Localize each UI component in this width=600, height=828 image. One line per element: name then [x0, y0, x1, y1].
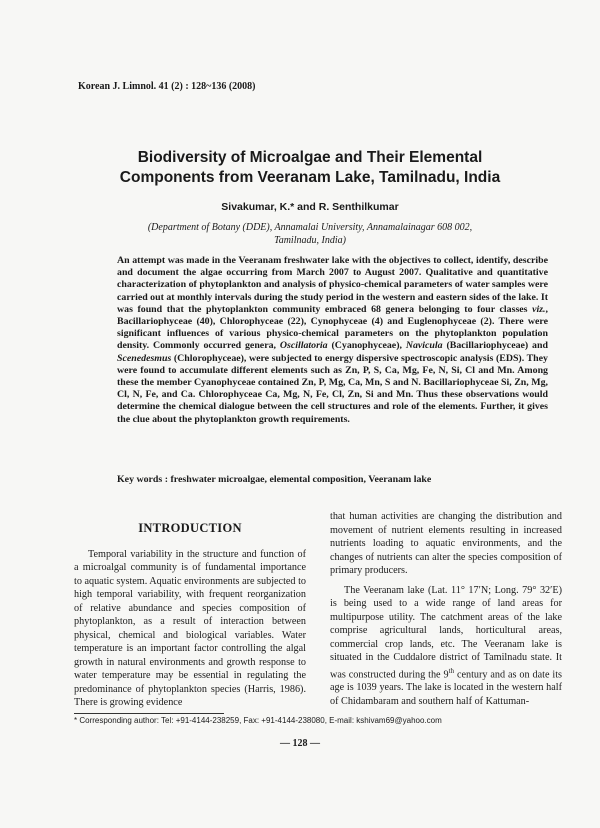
page-number: — 128 — [280, 738, 320, 749]
intro-paragraph-2-a: The Veeranam lake (Lat. 11° 17′N; Long. 79° 32′E) is being used to a wide range of land areas for multipurpose utility. The catchment areas of the lake comprise agricultural lands, horticultural areas, commercial crop lands, etc. The Veeranam lake is situated in the Cuddalore district of Tamilnadu state. It was constructed during the 9 [330, 584, 562, 680]
introduction-heading: INTRODUCTION [138, 521, 242, 535]
abstract-text-2: , Bacillariophyceae (40), Chlorophyceae (22), Cynophyceae (4) and Euglenophyceae (2). There were significant influences of various physico-chemical parameters on the phytoplankton population density. Commonly occurred genera, [117, 303, 548, 352]
abstract-text-1: An attempt was made in the Veeranam freshwater lake with the objectives to collect, identify, describe and document the algae occurring from March 2007 to August 2007. Qualitative and quantitative characterization of phytoplankton and analysis of physico-chemical parameters of water samples were carried out at monthly intervals during the study period in the western and eastern sides of the lake. It was found that the phytoplankton community embraced 68 genera belonging to four classes [117, 255, 548, 315]
abstract-text-5: (Chlorophyceae), were subjected to energy dispersive spectroscopic analysis (EDS). They were found to accumulate different elements such as Zn, P, S, Ca, Mg, Fe, N, Si, Cl and Mn. Among these the member Cyanophyceae contained Zn, P, Mg, Ca, Mn, S and N. Bacillariophyceae Si, Zn, Mg, Cl, N, Fe, and Ca. Chlorophyceae Ca, Mg, N, Fe, Cl, Zn, Si and Mn. Thus these observations would determine the chemical dialogue between the cell structures and role of the elements. Further, it gives the clue about the phytoplankton growth requirements. [117, 352, 548, 425]
title-line-1: Biodiversity of Microalgae and Their Elemental [137, 149, 483, 166]
intro-paragraph-2 [330, 584, 562, 709]
abstract [117, 255, 548, 426]
abstract-viz: viz. [532, 303, 546, 315]
genus-navicula: Navicula [405, 340, 443, 352]
abstract-text-3: (Cyanophyceae), [327, 340, 406, 352]
superscript-th: th [448, 666, 455, 675]
authors: Sivakumar, K.* and R. Senthilkumar [221, 201, 399, 213]
paper-title [90, 148, 530, 188]
footnote-divider [74, 713, 224, 714]
right-column [330, 510, 562, 708]
corresponding-author-footnote: * Corresponding author: Tel: +91-4144-238259, Fax: +91-4144-238080, E-mail: kshivam69@yahoo.com [74, 716, 442, 725]
intro-paragraph-1: Temporal variability in the structure and function of a microalgal community is of fundamental importance to aquatic system. Aquatic environments are subjected to high temporal variability, with frequent reorganization of relative abundance and species composition of phytoplankton, as a result of interaction between physical, chemical and biological variables. Water temperature is an important factor controlling the algal growth in natural environments and growth response to water temperature may be essential in regulating the predominance of phytoplankton species (Harris, 1986). There is growing evidence [74, 548, 306, 708]
left-column [74, 512, 306, 710]
affiliation-line-2: Tamilnadu, India) [274, 235, 346, 246]
intro-paragraph-2-b: century and as on date its age is 1039 years. The lake is located in the western half of Chidambaram and southern half of Kattuman- [330, 668, 562, 707]
keywords: Key words : freshwater microalgae, elemental composition, Veeranam lake [117, 474, 432, 485]
journal-reference: Korean J. Limnol. 41 (2) : 128~136 (2008) [78, 81, 256, 92]
affiliation [110, 221, 510, 247]
intro-paragraph-continued: that human activities are changing the distribution and movement of nutrient elements resulting in increased nutrients loading to aquatic environments, and the changes of nutrients can alter the species composition of primary producers. [330, 511, 562, 576]
affiliation-line-1: (Department of Botany (DDE), Annamalai University, Annamalainagar 608 002, [147, 222, 473, 233]
title-line-2: Components from Veeranam Lake, Tamilnadu, India [119, 169, 501, 186]
abstract-text-4: (Bacillariophyceae) and [442, 340, 548, 352]
genus-scenedesmus: Scenedesmus [117, 352, 172, 364]
genus-oscillatoria: Oscillatoria [279, 340, 328, 352]
